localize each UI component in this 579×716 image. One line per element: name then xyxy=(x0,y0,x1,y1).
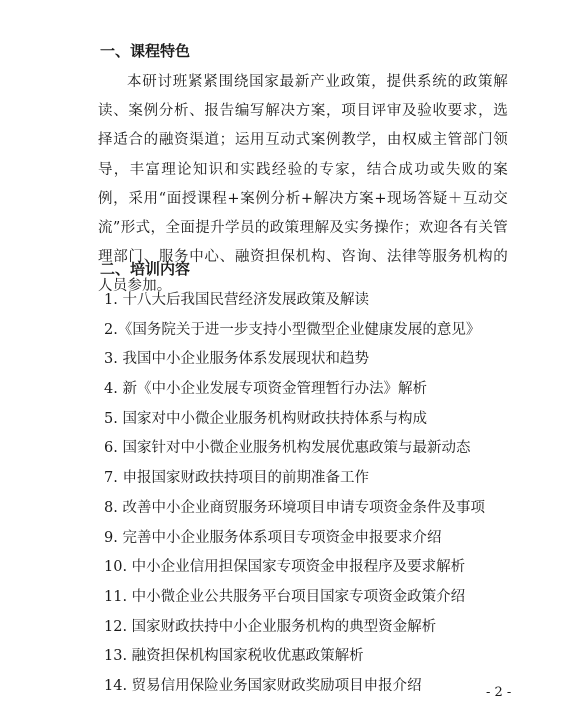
list-item: 5. 国家对中小微企业服务机构财政扶持体系与构成 xyxy=(104,410,427,427)
training-content-list xyxy=(104,286,524,702)
list-item: 9. 完善中小企业服务体系项目专项资金申报要求介绍 xyxy=(104,529,442,546)
section-title-course-features: 一、课程特色 xyxy=(100,42,191,60)
list-item: 8. 改善中小企业商贸服务环境项目申请专项资金条件及事项 xyxy=(104,499,485,516)
list-item: 2.《国务院关于进一步支持小型微型企业健康发展的意见》 xyxy=(104,321,481,338)
list-item: 10. 中小企业信用担保国家专项资金申报程序及要求解析 xyxy=(104,559,466,576)
list-item: 6. 国家针对中小微企业服务机构发展优惠政策与最新动态 xyxy=(104,440,471,457)
list-item: 13. 融资担保机构国家税收优惠政策解析 xyxy=(104,648,364,665)
course-features-paragraph: 本研讨班紧紧围绕国家最新产业政策，提供系统的政策解读、案例分析、报告编写解决方案，项目评审及验收要求，选择适合的融资渠道；运用互动式案例教学，由权威主管部门领导，丰富理论知识和实践经验的专家，结合成功或失败的案例，采用“面授课程+案例分析+解决方案+现场答疑＋互动交流”形式，全面提升学员的政策理解及实务操作；欢迎各有关管理部门、服务中心、融资担保机构、咨询、法律等服务机构的人员参加。 xyxy=(98,74,508,295)
list-item: 14. 贸易信用保险业务国家财政奖励项目申报介绍 xyxy=(104,677,422,694)
list-item: 3. 我国中小企业服务体系发展现状和趋势 xyxy=(104,351,369,368)
list-item: 1. 十八大后我国民营经济发展政策及解读 xyxy=(104,292,369,308)
section-title-training-content: 二、培训内容 xyxy=(100,260,191,278)
list-item: 4. 新《中小企业发展专项资金管理暂行办法》解析 xyxy=(104,381,427,398)
list-item: 7. 申报国家财政扶持项目的前期准备工作 xyxy=(104,470,369,487)
list-item: 12. 国家财政扶持中小企业服务机构的典型资金解析 xyxy=(104,618,437,635)
list-item: 11. 中小微企业公共服务平台项目国家专项资金政策介绍 xyxy=(104,588,466,605)
page-number: - 2 - xyxy=(486,685,512,700)
